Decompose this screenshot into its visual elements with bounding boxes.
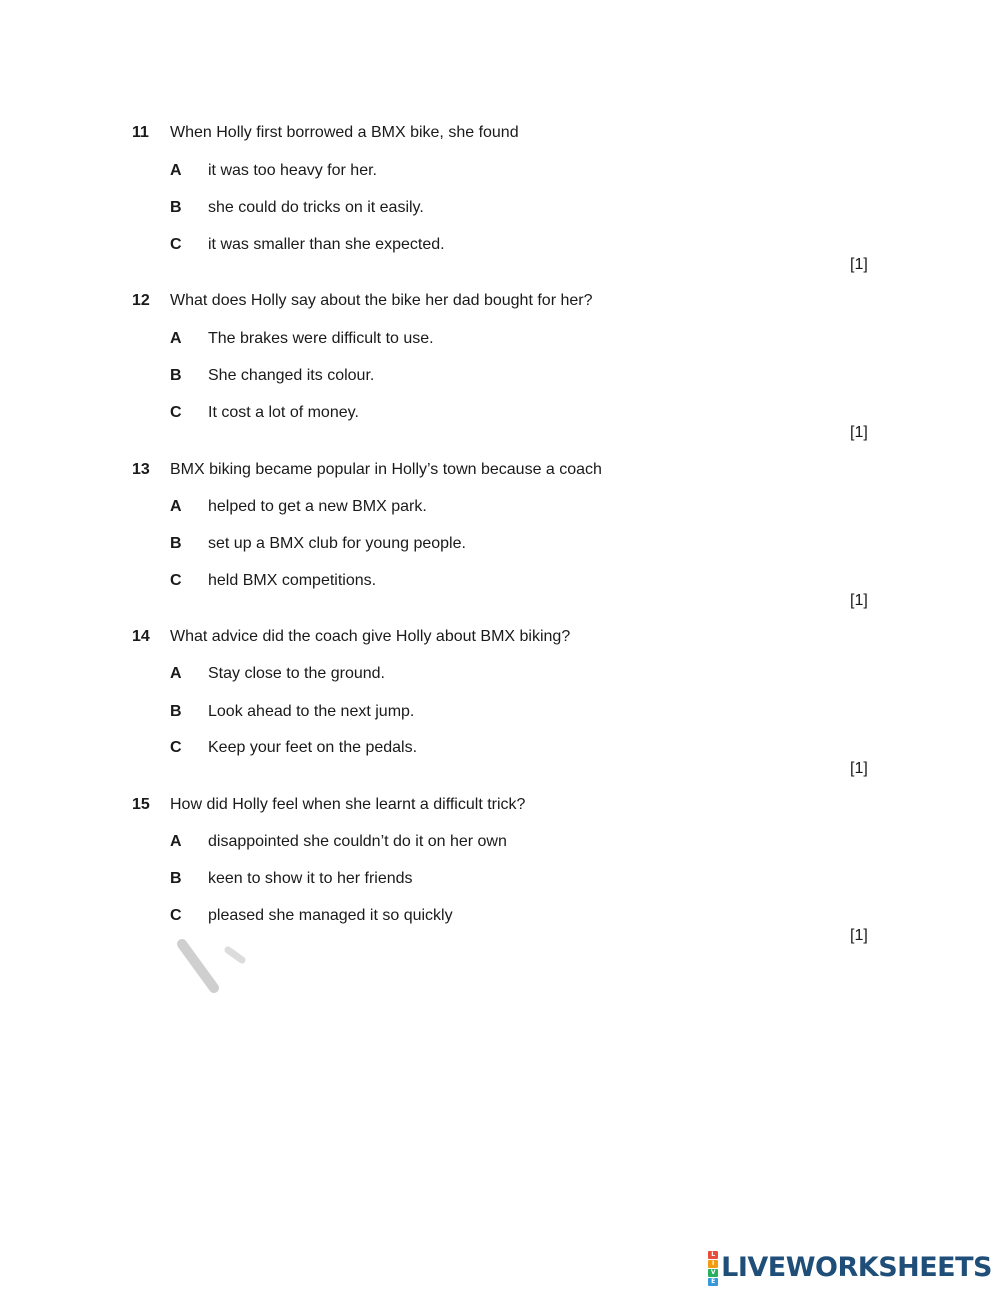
option-letter: A (170, 162, 182, 179)
question-text: What does Holly say about the bike her dad bought for her? (170, 292, 593, 309)
question-number: 15 (132, 796, 150, 813)
logo-block: E (708, 1278, 718, 1286)
option-14-a[interactable] (0, 664, 1000, 684)
option-13-a[interactable] (0, 497, 1000, 517)
option-text: disappointed she couldn’t do it on her own (208, 833, 507, 850)
option-text: set up a BMX club for young people. (208, 535, 466, 552)
option-letter: A (170, 833, 182, 850)
question-number: 14 (132, 628, 150, 645)
option-text: pleased she managed it so quickly (208, 907, 453, 924)
option-text: it was smaller than she expected. (208, 236, 445, 253)
liveworksheets-logo[interactable] (708, 1250, 992, 1285)
marks-label: [1] (850, 256, 868, 273)
option-text: She changed its colour. (208, 367, 375, 384)
option-15-c[interactable] (0, 906, 1000, 926)
option-text: held BMX competitions. (208, 572, 377, 589)
option-letter: C (170, 572, 182, 589)
watermark-stroke-icon (170, 930, 260, 1000)
option-text: keen to show it to her friends (208, 870, 413, 887)
watermark-fragment (170, 930, 260, 1005)
option-12-c[interactable] (0, 403, 1000, 423)
question-text: BMX biking became popular in Holly’s town because a coach (170, 461, 602, 478)
option-letter: B (170, 870, 182, 887)
question-text: How did Holly feel when she learnt a difficult trick? (170, 796, 526, 813)
question-number: 12 (132, 292, 150, 309)
option-letter: C (170, 907, 182, 924)
option-11-b[interactable] (0, 198, 1000, 218)
option-text: Stay close to the ground. (208, 665, 385, 682)
option-letter: A (170, 498, 182, 515)
marks-label: [1] (850, 592, 868, 609)
option-text: Keep your feet on the pedals. (208, 739, 418, 756)
marks-label: [1] (850, 927, 868, 944)
logo-block: L (708, 1251, 718, 1259)
option-11-c[interactable] (0, 235, 1000, 255)
option-text: The brakes were difficult to use. (208, 330, 434, 347)
marks-label: [1] (850, 760, 868, 777)
question-text: When Holly first borrowed a BMX bike, she found (170, 124, 519, 141)
logo-block: I (708, 1260, 718, 1268)
question-number: 11 (132, 124, 149, 141)
logo-block: V (708, 1269, 718, 1277)
option-letter: A (170, 665, 182, 682)
option-text: she could do tricks on it easily. (208, 199, 424, 216)
option-12-a[interactable] (0, 329, 1000, 349)
option-14-b[interactable] (0, 702, 1000, 722)
option-letter: A (170, 330, 182, 347)
logo-text: LIVEWORKSHEETS (721, 1252, 992, 1283)
option-text: helped to get a new BMX park. (208, 498, 427, 515)
option-text: It cost a lot of money. (208, 404, 359, 421)
option-text: it was too heavy for her. (208, 162, 377, 179)
option-14-c[interactable] (0, 738, 1000, 758)
option-letter: C (170, 739, 182, 756)
option-12-b[interactable] (0, 366, 1000, 386)
logo-blocks-icon (708, 1251, 718, 1286)
option-letter: B (170, 535, 182, 552)
option-letter: C (170, 404, 182, 421)
option-11-a[interactable] (0, 161, 1000, 181)
option-15-a[interactable] (0, 832, 1000, 852)
option-15-b[interactable] (0, 869, 1000, 889)
question-number: 13 (132, 461, 150, 478)
option-letter: B (170, 703, 182, 720)
option-letter: C (170, 236, 182, 253)
option-text: Look ahead to the next jump. (208, 703, 415, 720)
marks-label: [1] (850, 424, 868, 441)
question-text: What advice did the coach give Holly about BMX biking? (170, 628, 571, 645)
option-letter: B (170, 367, 182, 384)
option-letter: B (170, 199, 182, 216)
option-13-c[interactable] (0, 571, 1000, 591)
option-13-b[interactable] (0, 534, 1000, 554)
